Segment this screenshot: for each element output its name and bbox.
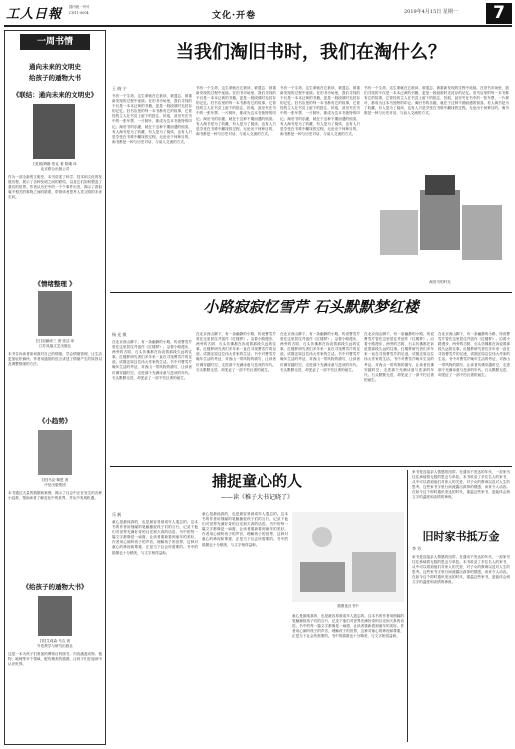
book3-caption: [美]马克·佩恩 著 中信出版集团 [41, 478, 69, 488]
book1-title: 《联结：通向未来的文明史》 [12, 91, 98, 99]
book1-caption: [美]詹姆斯·伯克 著 阳曦 译 北京联合出版公司 [33, 162, 77, 172]
article1-illustration-caption: 淘旧书的时光 [429, 280, 451, 284]
article4-headline: 旧时家书抵万金 [422, 530, 500, 543]
section-divider-2 [110, 466, 512, 467]
article3-subhead: ——读《稚子大书记晓了》 [220, 494, 293, 501]
article3-byline: 乐 帆 [112, 512, 122, 517]
article3-illustration-caption: 插图选自书中 [337, 604, 359, 608]
article3-headline: 捕捉童心的人 [211, 472, 302, 490]
section-divider-1 [110, 292, 512, 293]
column-headline: 通向未来的文明史 给孩子的遁物大书 [29, 63, 81, 82]
masthead-rule [4, 25, 512, 27]
article3-body-col3: 童心是最纯真的，也是最容易被成年人遗忘的。这本书的作者用细腻的笔触捕捉孩子们的言行，记录下他们对世界充满好奇的目光和天真的话语。书中的每一篇文字都像是一扇窗，让读者重新看到童年的美好。作者用心倾听孩子的声音，理解孩子的世界，这种对童心的珍视和尊重，正是当下社会所需要的。书中的插图也十分精美，与文字相得益彰。 [292, 614, 404, 639]
issue-date: 2019年4月15日 星期一 [404, 9, 458, 15]
book3-title: 《小趋势》 [38, 417, 72, 425]
article2-byline: 杨 光 敏 [112, 332, 127, 337]
book4-cover-image [38, 596, 72, 636]
book4-caption: [英]艾莉森·马吉 著 外语教学与研究出版社 [37, 639, 73, 649]
article2-headline: 小路寂寂忆雪芹 石头默默梦红楼 [203, 298, 419, 316]
article1-body-col3: 书有一个生命，这生命就在它被读、被遗忘、被重新发现的过程中延续。在旧书市场里，我们寻找的不仅是一本本泛黄的书籍，更是一段段被时光封存的记忆。旧书店里的每一本书都有它的故事，它曾经的主人在书页上留下的批注、折痕，甚至夹在书中的一张车票、一片树叶，都成为这本书独特的印记。淘旧书的乐趣，就在于这种不期而遇的惊喜。有人淘书是为了收藏，有人是为了阅读，也有人只是享受在书堆中翻找的过程。无论出于何种目的，淘书都是一种与历史对话、与前人交流的方式。 [280, 86, 360, 136]
book2-cover-image [38, 291, 72, 336]
article2-body-col4: 在北京西山脚下，有一条幽静的小路，传说曹雪芹曾在这里居住并创作《红楼梦》。沿着小路漫步，两旁的古树、石头仿佛都在诉说着那段久远的往事。红楼梦研究者们多年来一直在寻找曹雪芹的足迹，试图还原这位伟大作家的生活。书中对曹雪芹晚年生活的考证，对西山一带风物的描写，让读者仿佛穿越时空，走进那个充满诗意与悲凉的年代。石头默默无语，却见证了一部不朽巨著的诞生。 [364, 332, 434, 382]
article1-body-col1: 书有一个生命，这生命就在它被读、被遗忘、被重新发现的过程中延续。在旧书市场里，我们寻找的不仅是一本本泛黄的书籍，更是一段段被时光封存的记忆。旧书店里的每一本书都有它的故事，它曾经的主人在书页上留下的批注、折痕，甚至夹在书中的一张车票、一片树叶，都成为这本书独特的印记。淘旧书的乐趣，就在于这种不期而遇的惊喜。有人淘书是为了收藏，有人是为了阅读，也有人只是享受在书堆中翻找的过程。无论出于何种目的，淘书都是一种与历史对话、与前人交流的方式。 [112, 94, 192, 144]
article4-body-intro: 家书是连接亲人情感的纽带。在通讯不发达的年代，一封家书往往承载着无数的思念与牵挂。本书收录了多位名人的家书，从中可以看到他们对家人的关爱、对子女的教诲以及对人生的思考。这些家书字里行间流露出真挚的情感，读来令人动容。在如今这个即时通讯发达的时代，重温这些家书，更能体会到文字的温度和亲情的珍贵。 [412, 470, 510, 500]
book4-summary: 这是一本为孩子们准备的博物百科图书，内容涵盖动物、植物、地理等多个领域，配有精美的插图，让孩子们在阅读中认识世界。 [8, 652, 102, 667]
article1-byline: 王 晓 宁 [112, 86, 127, 91]
section-title: 文化·开卷 [212, 11, 257, 21]
book1-summary: 作为一部全新的文明史，本书讲述了科学、技术和文化的发展历程，展示了各种发明之间的联结，以及它们如何塑造了我们的世界。作者从历史中的一个个事件出发，揭示了看似毫不相关的事物之间的联系，带领读者思考人类文明的未来走向。 [8, 175, 102, 200]
article4-byline: 李 芳 [412, 546, 422, 551]
article2-body-col1: 在北京西山脚下，有一条幽静的小路，传说曹雪芹曾在这里居住并创作《红楼梦》。沿着小路漫步，两旁的古树、石头仿佛都在诉说着那段久远的往事。红楼梦研究者们多年来一直在寻找曹雪芹的足迹，试图还原这位伟大作家的生活。书中对曹雪芹晚年生活的考证，对西山一带风物的描写，让读者仿佛穿越时空，走进那个充满诗意与悲凉的年代。石头默默无语，却见证了一部不朽巨著的诞生。 [112, 340, 192, 380]
column-banner: 一周书情 [20, 34, 90, 50]
book2-summary: 本书告诉读者如何面对自己的情绪，学会情绪管理，让生活更加轻松愉快。作者用通俗的语言讲述了情绪产生的原因以及调整情绪的方法。 [8, 352, 102, 367]
article3-illustration [292, 512, 404, 602]
page-number: 7 [486, 3, 512, 24]
article2-body-col5: 在北京西山脚下，有一条幽静的小路，传说曹雪芹曾在这里居住并创作《红楼梦》。沿着小路漫步，两旁的古树、石头仿佛都在诉说着那段久远的往事。红楼梦研究者们多年来一直在寻找曹雪芹的足迹，试图还原这位伟大作家的生活。书中对曹雪芹晚年生活的考证，对西山一带风物的描写，让读者仿佛穿越时空，走进那个充满诗意与悲凉的年代。石头默默无语，却见证了一部不朽巨著的诞生。 [438, 332, 510, 377]
article1-body-col2: 书有一个生命，这生命就在它被读、被遗忘、被重新发现的过程中延续。在旧书市场里，我们寻找的不仅是一本本泛黄的书籍，更是一段段被时光封存的记忆。旧书店里的每一本书都有它的故事，它曾经的主人在书页上留下的批注、折痕，甚至夹在书中的一张车票、一片树叶，都成为这本书独特的印记。淘旧书的乐趣，就在于这种不期而遇的惊喜。有人淘书是为了收藏，有人是为了阅读，也有人只是享受在书堆中翻找的过程。无论出于何种目的，淘书都是一种与历史对话、与前人交流的方式。 [196, 86, 276, 136]
book4-title: 《给孩子的遁物大书》 [22, 583, 88, 591]
book3-summary: 本书通过大量的数据和案例，揭示了社会中正在发生的各种小趋势，帮助读者了解变化中的世界，并从中发现机遇。 [8, 491, 102, 501]
article3-body-col2: 童心是最纯真的，也是最容易被成年人遗忘的。这本书的作者用细腻的笔触捕捉孩子们的言行，记录下他们对世界充满好奇的目光和天真的话语。书中的每一篇文字都像是一扇窗，让读者重新看到童年的美好。作者用心倾听孩子的声音，理解孩子的世界，这种对童心的珍视和尊重，正是当下社会所需要的。书中的插图也十分精美，与文字相得益彰。 [202, 512, 288, 547]
book2-caption: [日]加藤谛三 著 张洁 译 江苏凤凰文艺出版社 [35, 339, 75, 349]
book3-cover-image [38, 430, 72, 475]
masthead-info-1: 国内统一刊号 [69, 5, 90, 9]
article2-body-col3: 在北京西山脚下，有一条幽静的小路，传说曹雪芹曾在这里居住并创作《红楼梦》。沿着小路漫步，两旁的古树、石头仿佛都在诉说着那段久远的往事。红楼梦研究者们多年来一直在寻找曹雪芹的足迹，试图还原这位伟大作家的生活。书中对曹雪芹晚年生活的考证，对西山一带风物的描写，让读者仿佛穿越时空，走进那个充满诗意与悲凉的年代。石头默默无语，却见证了一部不朽巨著的诞生。 [280, 332, 360, 372]
book2-title: 《情绪整理 》 [34, 280, 76, 288]
newspaper-logo: 工人日報 [6, 7, 63, 22]
article1-body-col4: 书有一个生命，这生命就在它被读、被遗忘、被重新发现的过程中延续。在旧书市场里，我们寻找的不仅是一本本泛黄的书籍，更是一段段被时光封存的记忆。旧书店里的每一本书都有它的故事，它曾经的主人在书页上留下的批注、折痕，甚至夹在书中的一张车票、一片树叶，都成为这本书独特的印记。淘旧书的乐趣，就在于这种不期而遇的惊喜。有人淘书是为了收藏，有人是为了阅读，也有人只是享受在书堆中翻找的过程。无论出于何种目的，淘书都是一种与历史对话、与前人交流的方式。 [364, 86, 509, 116]
article2-body-col2: 在北京西山脚下，有一条幽静的小路，传说曹雪芹曾在这里居住并创作《红楼梦》。沿着小路漫步，两旁的古树、石头仿佛都在诉说着那段久远的往事。红楼梦研究者们多年来一直在寻找曹雪芹的足迹，试图还原这位伟大作家的生活。书中对曹雪芹晚年生活的考证，对西山一带风物的描写，让读者仿佛穿越时空，走进那个充满诗意与悲凉的年代。石头默默无语，却见证了一部不朽巨著的诞生。 [196, 332, 276, 372]
masthead-info-2: CN11-0004 [69, 11, 89, 15]
vertical-divider [407, 470, 408, 742]
article4-body: 家书是连接亲人情感的纽带。在通讯不发达的年代，一封家书往往承载着无数的思念与牵挂。本书收录了多位名人的家书，从中可以看到他们对家人的关爱、对子女的教诲以及对人生的思考。这些家书字里行间流露出真挚的情感，读来令人动容。在如今这个即时通讯发达的时代，重温这些家书，更能体会到文字的温度和亲情的珍贵。 [412, 555, 510, 585]
article3-body-col1: 童心是最纯真的，也是最容易被成年人遗忘的。这本书的作者用细腻的笔触捕捉孩子们的言行，记录下他们对世界充满好奇的目光和天真的话语。书中的每一篇文字都像是一扇窗，让读者重新看到童年的美好。作者用心倾听孩子的声音，理解孩子的世界，这种对童心的珍视和尊重，正是当下社会所需要的。书中的插图也十分精美，与文字相得益彰。 [112, 520, 198, 555]
article1-headline: 当我们淘旧书时，我们在淘什么？ [176, 42, 446, 63]
book1-cover-image [33, 104, 75, 159]
article1-illustration [370, 170, 510, 278]
